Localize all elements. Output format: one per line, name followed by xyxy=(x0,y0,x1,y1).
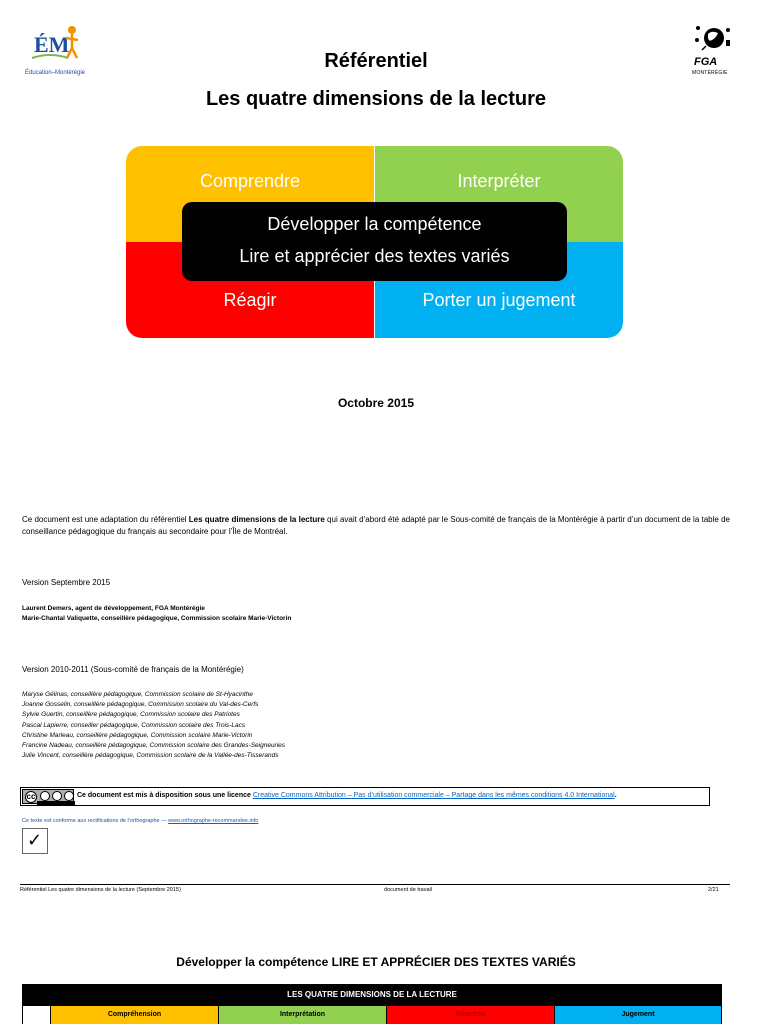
dimensions-table-row xyxy=(22,1006,722,1024)
author-line: Julie Vincent, conseillère pédagogique, Commission scolaire de la Vallée-des-Tisserands xyxy=(22,752,279,760)
version-2-label: Version 2010-2011 (Sous-comité de français de la Montérégie) xyxy=(22,665,244,674)
svg-text:ÉM: ÉM xyxy=(34,32,70,57)
badge-strip xyxy=(37,801,75,805)
license-prefix: Ce document est mis à disposition sous une licence xyxy=(77,792,253,799)
intro-bold: Les quatre dimensions de la lecture xyxy=(188,515,325,524)
table-corner-cell xyxy=(22,1006,50,1024)
quadrant-label: Interpréter xyxy=(457,171,541,191)
orthography-note xyxy=(22,818,258,824)
dimensions-table-header: LES QUATRE DIMENSIONS DE LA LECTURE xyxy=(22,984,722,1006)
license-link[interactable]: Creative Commons Attribution – Pas d’utilisation commerciale – Partage dans les mêmes conditions 4.0 International xyxy=(252,792,615,799)
left-logo-caption: Éducation–Montérégie xyxy=(24,70,86,76)
quadrant-label: Porter un jugement xyxy=(422,290,576,310)
author-line: Maryse Gélinas, conseillère pédagogique, Commission scolaire de St-Hyacinthe xyxy=(22,691,253,698)
creative-commons-badge-icon[interactable] xyxy=(22,789,74,804)
column-comprehension: Compréhension xyxy=(50,1006,218,1024)
center-line-2: Lire et apprécier des textes variés xyxy=(239,246,510,266)
checkmark-icon: ✓ xyxy=(27,830,43,850)
ortho-link[interactable]: www.orthographe-recommandee.info xyxy=(168,818,259,824)
version-1-authors xyxy=(22,604,291,624)
footer-left: Référentiel Les quatre dimensions de la lecture (Septembre 2015) xyxy=(20,887,181,893)
column-jugement: Jugement xyxy=(554,1006,722,1024)
author-line: Joanne Gosselin, conseillère pédagogique, Commission scolaire du Val-des-Cerfs xyxy=(22,701,259,709)
author-line: Marie-Chantal Valiquette, conseillère pédagogique, Commission scolaire Marie-Victorin xyxy=(22,615,292,622)
orthography-checkmark-icon xyxy=(22,828,48,854)
central-competence-box xyxy=(182,202,567,281)
intro-suffix: qui avait d’abord été adapté par le Sous-comité de français de la Montérégie à partir d’un document de la table de conseillance pédagogique du français au secondaire pour l’Île de Montréal. xyxy=(22,515,730,536)
document-title: Référentiel xyxy=(324,50,428,72)
quadrant-label: Réagir xyxy=(223,290,277,310)
column-reaction: Réaction xyxy=(386,1006,554,1024)
nc-icon xyxy=(52,791,62,801)
footer-divider xyxy=(20,884,730,885)
quadrant-label: Comprendre xyxy=(199,171,301,191)
intro-paragraph xyxy=(22,514,732,538)
document-subtitle: Les quatre dimensions de la lecture xyxy=(205,88,547,110)
author-line: Christine Marleau, conseillère pédagogique, Commission scolaire Marie-Victorin xyxy=(22,731,253,739)
license-end: . xyxy=(614,792,617,799)
sa-icon xyxy=(64,791,74,801)
author-line: Pascal Lapierre, conseiller pédagogique, Commission scolaire des Trois-Lacs xyxy=(22,721,246,729)
license-box xyxy=(20,787,710,806)
column-interpretation: Interprétation xyxy=(218,1006,386,1024)
license-text xyxy=(77,792,617,799)
right-logo-sub: MONTÉRÉGIE xyxy=(692,70,728,76)
by-icon xyxy=(40,791,50,801)
cc-icon: cc xyxy=(26,792,36,801)
intro-prefix: Ce document est une adaptation du référentiel xyxy=(22,515,189,524)
author-line: Francine Nadeau, conseillère pédagogique, Commission scolaire des Grandes-Seigneuries xyxy=(22,742,286,750)
version-2-authors xyxy=(22,690,285,761)
author-line: Laurent Demers, agent de développement, FGA Montérégie xyxy=(22,605,205,612)
page2-title: Développer la compétence LIRE ET APPRÉCIER DES TEXTES VARIÉS xyxy=(176,955,576,969)
document-date: Octobre 2015 xyxy=(337,396,415,410)
version-1-label: Version Septembre 2015 xyxy=(22,578,111,587)
author-line: Sylvie Guertin, conseillère pédagogique, Commission scolaire des Patriotes xyxy=(22,711,240,719)
footer-middle: document de travail xyxy=(384,887,432,893)
right-logo-text: FGA xyxy=(694,56,718,68)
footer-page-number: 2/21 xyxy=(708,887,719,893)
ortho-text: Ce texte est conforme aux rectifications de l’orthographe — xyxy=(22,818,169,824)
center-line-1: Développer la compétence xyxy=(267,214,482,234)
